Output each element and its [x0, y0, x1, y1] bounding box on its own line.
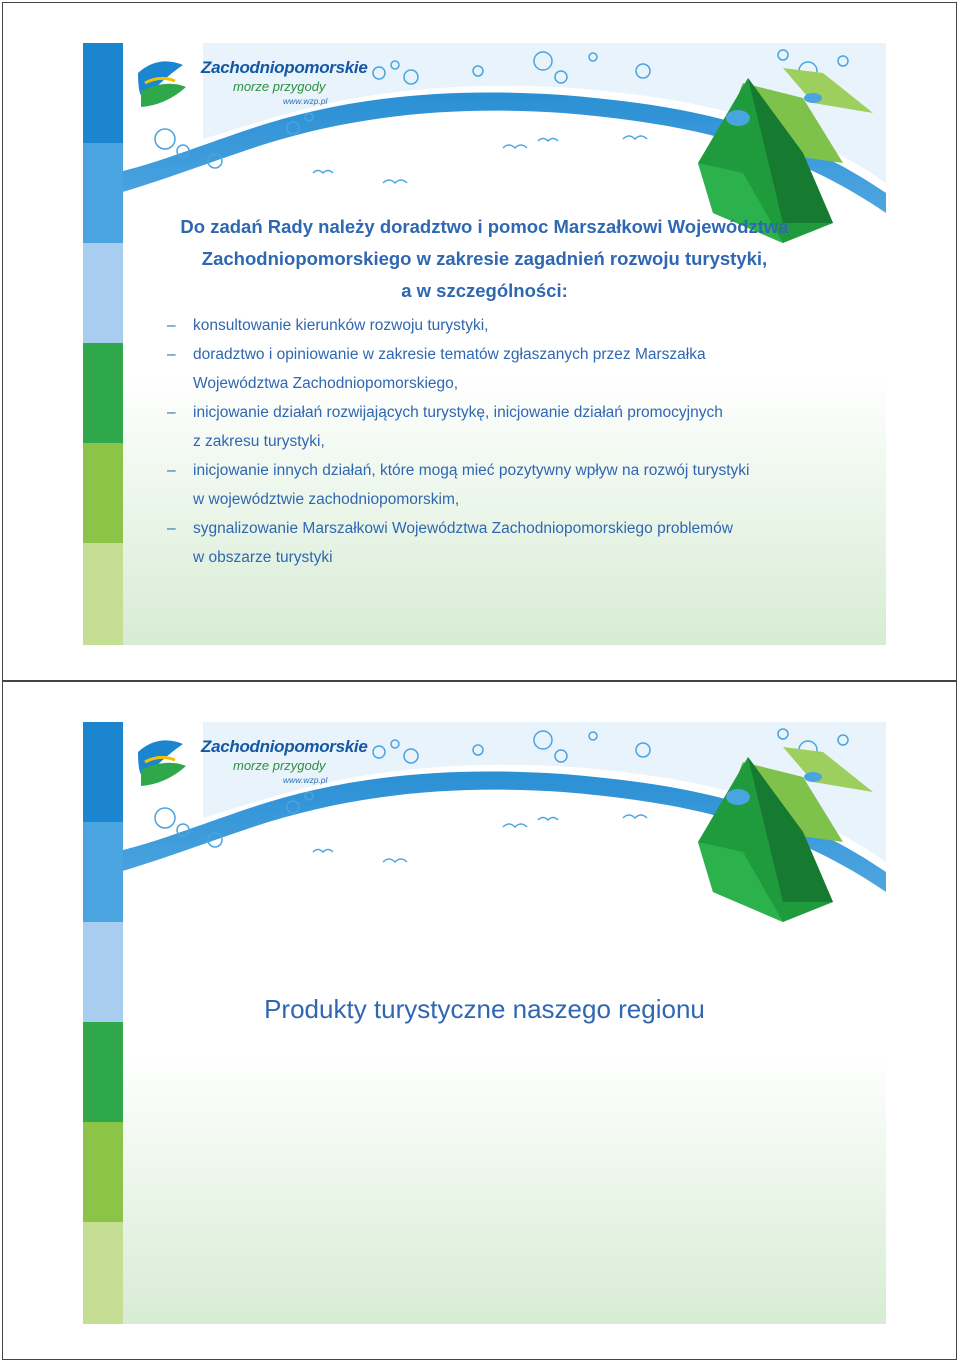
color-stripe	[83, 443, 123, 543]
logo-name: Zachodniopomorskie	[201, 58, 368, 77]
slide-heading	[83, 211, 886, 307]
color-stripe	[83, 543, 123, 645]
slide-2	[83, 722, 886, 1324]
bullet-list	[167, 311, 877, 572]
slide-1	[83, 43, 886, 645]
color-stripe	[83, 43, 123, 143]
list-item	[167, 398, 877, 456]
list-item-text: inicjowanie innych działań, które mogą mieć pozytywny wpływ na rozwój turystyki	[193, 462, 750, 479]
list-item-text: w obszarze turystyki	[193, 549, 333, 566]
list-item	[167, 340, 877, 398]
heading-line: Zachodniopomorskiego w zakresie zagadnień rozwoju turystyki,	[201, 248, 768, 269]
list-item-text: Województwa Zachodniopomorskiego,	[193, 375, 459, 392]
color-stripe	[83, 1222, 123, 1324]
color-stripe	[83, 1122, 123, 1222]
page-frame-1	[2, 2, 957, 681]
list-item-text: w województwie zachodniopomorskim,	[193, 491, 460, 508]
bullet-dash: –	[167, 462, 176, 479]
slide-title: Produkty turystyczne naszego regionu	[264, 994, 705, 1024]
list-item-text: z zakresu turystyki,	[193, 433, 325, 450]
logo-url: www.wzp.pl	[283, 775, 328, 785]
heading-line: Do zadań Rady należy doradztwo i pomoc Marszałkowi Województwa	[180, 216, 789, 237]
list-item-text: doradztwo i opiniowanie w zakresie tematów zgłaszanych przez Marszałka	[193, 346, 706, 363]
list-item	[167, 514, 877, 572]
list-item-text: inicjowanie działań rozwijających turystykę, inicjowanie działań promocyjnych	[193, 404, 723, 421]
color-stripe	[83, 722, 123, 822]
color-stripe	[83, 343, 123, 443]
list-item	[167, 456, 877, 514]
bullet-dash: –	[167, 346, 176, 363]
logo-tagline: morze przygody	[233, 758, 326, 773]
color-stripe	[83, 1022, 123, 1122]
bullet-dash: –	[167, 404, 176, 421]
list-item-text: sygnalizowanie Marszałkowi Województwa Zachodniopomorskiego problemów	[193, 520, 733, 537]
heading-line: a w szczególności:	[401, 280, 568, 301]
bullet-dash: –	[167, 317, 176, 334]
list-item	[167, 311, 877, 340]
logo-name: Zachodniopomorskie	[201, 737, 368, 756]
bullet-dash: –	[167, 520, 176, 537]
color-stripe	[83, 822, 123, 922]
logo-tagline: morze przygody	[233, 79, 326, 94]
logo-url: www.wzp.pl	[283, 96, 328, 106]
page-frame-2	[2, 681, 957, 1360]
list-item-text: konsultowanie kierunków rozwoju turystyki,	[193, 317, 489, 334]
